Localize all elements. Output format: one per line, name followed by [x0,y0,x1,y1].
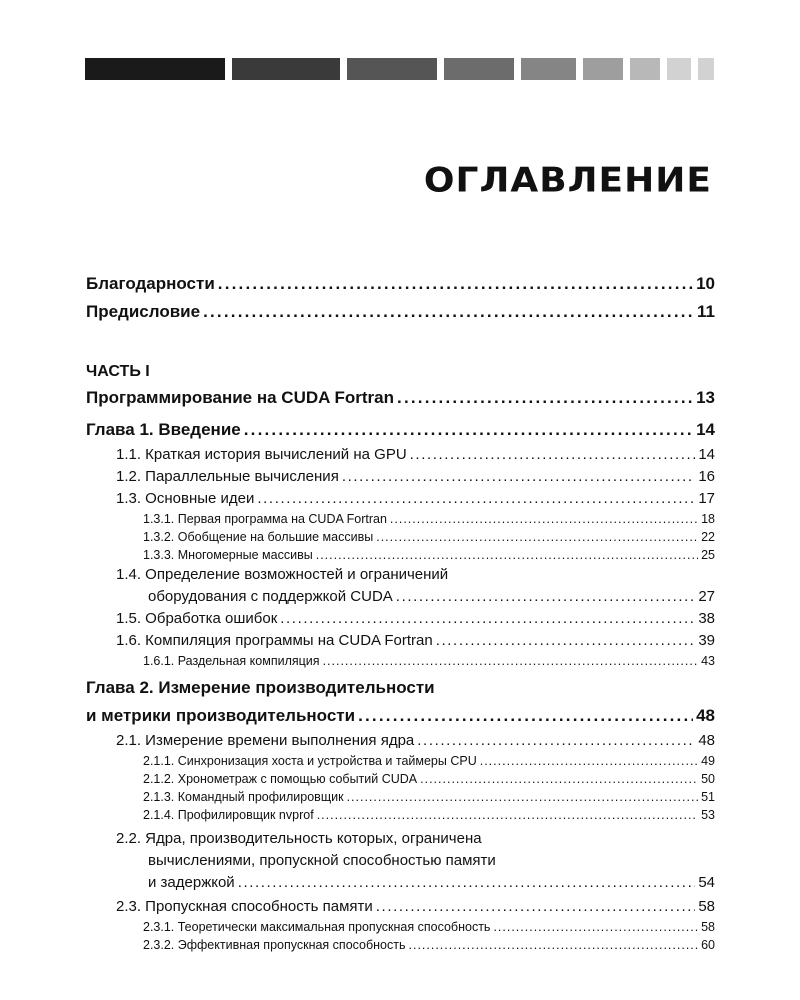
header-bar [667,58,691,80]
toc-leader-dots [316,546,698,564]
toc-entry-subsection[interactable] [86,936,715,954]
toc-entry-label: 1.6. Компиляция программы на CUDA Fortran [116,632,433,649]
header-bar [630,58,660,80]
toc-page-number: 14 [698,446,715,463]
toc-page-number: 48 [698,732,715,749]
toc-leader-dots [358,702,693,730]
header-bar [698,58,714,80]
header-bar [521,58,576,80]
toc-entry-chapter2-line1[interactable]: Глава 2. Измерение производительности [86,678,435,697]
toc-entry-subsection[interactable] [86,528,715,546]
toc-entry-section[interactable] [86,608,715,630]
toc-leader-dots [203,298,694,326]
toc-entry-label: 2.1.3. Командный профилировщик [143,790,344,804]
toc-leader-dots [410,444,696,466]
toc-leader-dots [257,488,695,510]
toc-page-number: 43 [701,654,715,668]
toc-entry-acknowledgments[interactable] [86,270,715,298]
header-bar [347,58,437,80]
toc-page-number: 53 [701,808,715,822]
toc-entry-label: Предисловие [86,302,201,321]
toc-entry-subsection[interactable] [86,806,715,824]
toc-entry-label: 2.1.2. Хронометраж с помощью событий CUDA [143,772,418,786]
toc-entry-label: 1.1. Краткая история вычислений на GPU [116,446,407,463]
toc-page-number: 58 [701,920,715,934]
toc-entry-label: 2.3. Пропускная способность памяти [116,898,373,915]
toc-page-number: 50 [701,772,715,786]
toc-page-number: 18 [701,512,715,526]
header-bar [85,58,225,80]
toc-page-number: 16 [698,468,715,485]
toc-entry-label: и метрики производительности [86,706,356,725]
toc-page-number: 58 [698,898,715,915]
toc-entry-label: 1.3.2. Обобщение на большие массивы [143,530,374,544]
toc-entry-label: 2.3.2. Эффективная пропускная способность [143,938,406,952]
toc-page-number: 54 [698,874,715,891]
toc-entry-section[interactable] [86,444,715,466]
toc-leader-dots [323,652,699,670]
toc-entry-chapter1[interactable] [86,416,715,444]
toc-entry-subsection[interactable] [86,510,715,528]
toc-leader-dots [493,918,698,936]
toc-entry-label: 2.1. Измерение времени выполнения ядра [116,732,415,749]
toc-entry-subsection[interactable] [86,770,715,788]
part-label: ЧАСТЬ I [86,363,150,380]
toc-entry-section[interactable] [86,872,715,894]
toc-entry-label: 1.6.1. Раздельная компиляция [143,654,320,668]
header-bar [232,58,340,80]
toc-page-number: 25 [701,548,715,562]
toc-entry-section[interactable] [86,630,715,652]
toc-page-number: 60 [701,938,715,952]
toc-entry-section-line1[interactable]: 1.4. Определение возможностей и ограничений [116,566,449,583]
toc-page-number: 48 [696,706,715,725]
toc-entry-section[interactable] [86,586,715,608]
toc-page-number: 11 [697,302,715,321]
toc-entry-subsection[interactable] [86,546,715,564]
toc-page-number: 49 [701,754,715,768]
table-of-contents [86,270,715,954]
toc-entry-label: 1.3.1. Первая программа на CUDA Fortran [143,512,387,526]
toc-entry-label: 1.3.3. Многомерные массивы [143,548,313,562]
header-bar [444,58,514,80]
toc-leader-dots [376,528,698,546]
toc-page-number: 14 [696,420,715,439]
toc-entry-section-line1[interactable]: 2.2. Ядра, производительность которых, ограничена [116,830,482,847]
toc-page-number: 10 [696,274,715,293]
toc-entry-part1[interactable] [86,384,715,412]
toc-leader-dots [244,416,693,444]
toc-leader-dots [417,730,695,752]
toc-entry-chapter2[interactable] [86,702,715,730]
toc-leader-dots [397,384,693,412]
toc-entry-section[interactable] [86,730,715,752]
toc-leader-dots [390,510,698,528]
toc-entry-label: Благодарности [86,274,215,293]
toc-entry-subsection[interactable] [86,918,715,936]
toc-leader-dots [280,608,695,630]
toc-leader-dots [342,466,696,488]
toc-entry-section[interactable] [86,466,715,488]
toc-entry-label: Глава 1. Введение [86,420,241,439]
toc-entry-subsection[interactable] [86,652,715,670]
header-bar [583,58,623,80]
toc-leader-dots [347,788,699,806]
toc-entry-label: 1.5. Обработка ошибок [116,610,278,627]
toc-leader-dots [420,770,698,788]
toc-leader-dots [436,630,696,652]
toc-entry-preface[interactable] [86,298,715,326]
toc-page-number: 51 [701,790,715,804]
toc-leader-dots [480,752,698,770]
page-title: ОГЛАВЛЕНИЕ [423,161,712,200]
toc-entry-subsection[interactable] [86,752,715,770]
toc-page-number: 27 [698,588,715,605]
toc-leader-dots [396,586,696,608]
toc-entry-label: 1.2. Параллельные вычисления [116,468,339,485]
toc-entry-section-line2[interactable]: вычислениями, пропускной способностью памяти [148,852,496,869]
toc-entry-label: 2.1.1. Синхронизация хоста и устройства и таймеры CPU [143,754,477,768]
toc-page-number: 38 [698,610,715,627]
toc-entry-label: оборудования с поддержкой CUDA [148,588,393,605]
toc-entry-label: 1.3. Основные идеи [116,490,255,507]
toc-page-number: 39 [698,632,715,649]
toc-entry-subsection[interactable] [86,788,715,806]
toc-entry-label: Программирование на CUDA Fortran [86,388,395,407]
toc-page-number: 13 [696,388,715,407]
toc-page-number: 17 [698,490,715,507]
toc-entry-label: и задержкой [148,874,235,891]
toc-leader-dots [376,896,696,918]
toc-entry-section[interactable] [86,896,715,918]
header-decorative-bars [0,58,800,80]
toc-entry-section[interactable] [86,488,715,510]
toc-leader-dots [409,936,699,954]
toc-entry-label: 2.3.1. Теоретически максимальная пропускная способность [143,920,491,934]
toc-page-number: 22 [701,530,715,544]
toc-leader-dots [238,872,696,894]
toc-entry-label: 2.1.4. Профилировщик nvprof [143,808,314,822]
toc-leader-dots [218,270,693,298]
toc-leader-dots [317,806,698,824]
